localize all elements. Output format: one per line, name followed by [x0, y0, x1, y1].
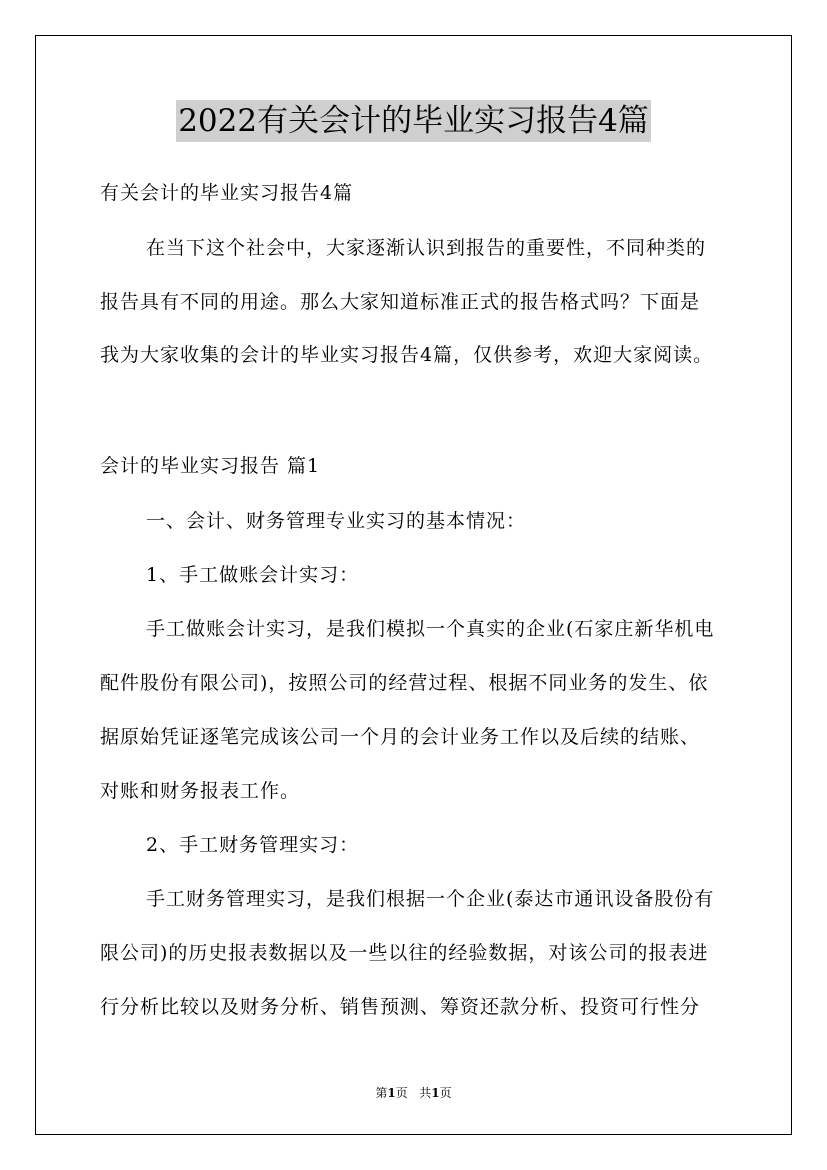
- item-1-line-1: 手工做账会计实习，是我们模拟一个真实的企业(石家庄新华机电: [146, 618, 715, 640]
- footer-page-number: 1: [387, 1086, 396, 1100]
- intro-line-2: 报告具有不同的用途。那么大家知道标准正式的报告格式吗？下面是: [100, 291, 701, 313]
- item-2-heading: 2、手工财务管理实习：: [146, 834, 360, 856]
- footer-total-prefix: 共: [419, 1086, 432, 1100]
- footer-total-number: 1: [431, 1086, 440, 1100]
- section-heading: 会计的毕业实习报告 篇1: [100, 455, 321, 477]
- heading-basic-info: 一、会计、财务管理专业实习的基本情况：: [146, 510, 527, 532]
- item-1-heading: 1、手工做账会计实习：: [146, 564, 360, 586]
- item-1-line-2: 配件股份有限公司)，按照公司的经营过程、根据不同业务的发生、依: [100, 672, 709, 694]
- item-2-line-1: 手工财务管理实习，是我们根据一个企业(泰达市通讯设备股份有: [146, 888, 715, 910]
- intro-line-1: 在当下这个社会中，大家逐渐认识到报告的重要性，不同种类的: [146, 237, 707, 259]
- footer-page-suffix: 页: [395, 1086, 408, 1100]
- footer-total-suffix: 页: [439, 1086, 452, 1100]
- item-2-line-3: 行分析比较以及财务分析、销售预测、筹资还款分析、投资可行性分: [100, 996, 701, 1018]
- item-1-line-3: 据原始凭证逐笔完成该公司一个月的会计业务工作以及后续的结账、: [100, 726, 701, 748]
- footer-page-prefix: 第: [375, 1086, 388, 1100]
- intro-line-3: 我为大家收集的会计的毕业实习报告4篇，仅供参考，欢迎大家阅读。: [100, 344, 714, 366]
- page-footer: [0, 1085, 827, 1101]
- document-subtitle: 有关会计的毕业实习报告4篇: [100, 182, 354, 204]
- document-title: 2022有关会计的毕业实习报告4篇: [176, 100, 651, 142]
- item-2-line-2: 限公司)的历史报表数据以及一些以往的经验数据，对该公司的报表进: [100, 942, 709, 964]
- item-1-line-4: 对账和财务报表工作。: [100, 780, 301, 802]
- title-container: [0, 100, 827, 142]
